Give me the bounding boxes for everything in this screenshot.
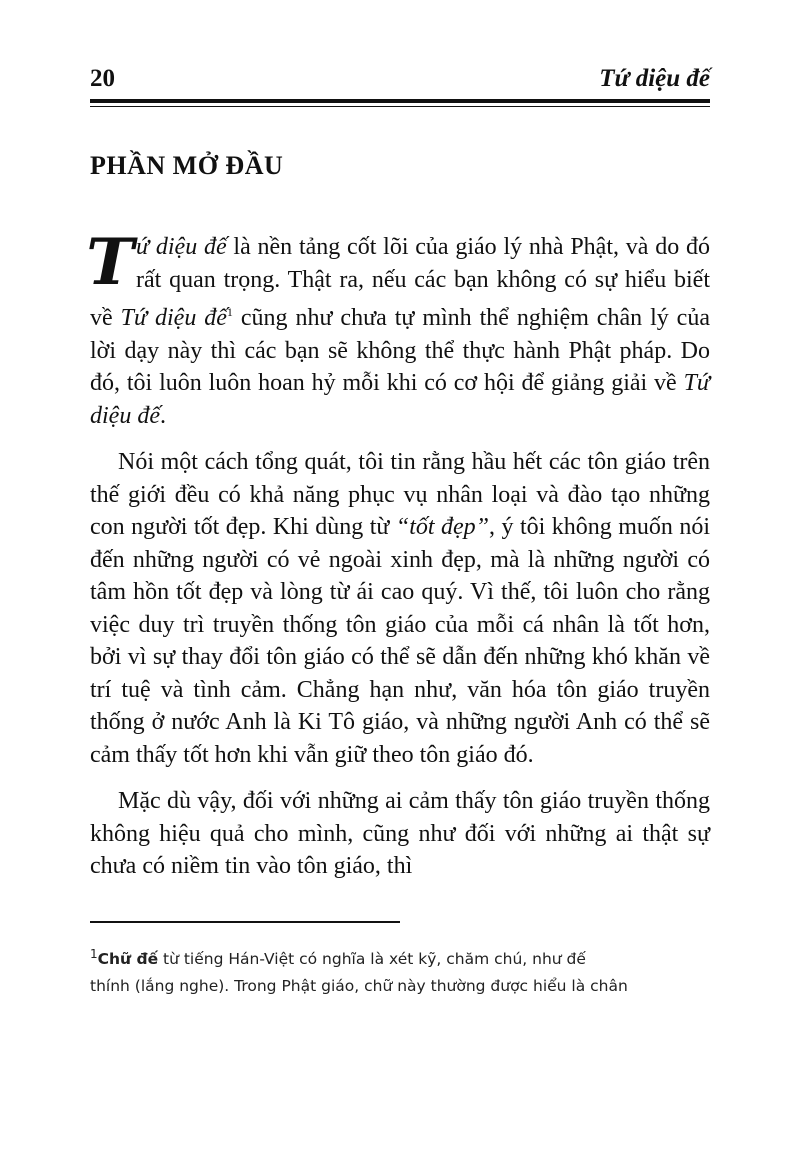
footnote-line-1 [90,941,710,973]
italic-term: ứ diệu đế [136,234,227,260]
body-text [86,225,711,883]
paragraph-1-end: . [159,402,166,429]
paragraph-2-text-a: Nói một cách tổng quát, tôi tin rằng hầu hết các tôn giáo trên thế giới đều có khả năng phục vụ nhân loại và đào tạo những con người tốt đẹp. Khi dùng từ [90,449,710,540]
paragraph-1-text-a: là nền tảng cốt lõi của giáo lý nhà Phật, và do đó rất quan trọng. Thật ra, nếu các bạn không có sự hiểu biết về [90,234,710,331]
paragraph-2-text-b: , ý tôi không muốn nói đến những người có vẻ ngoài xinh đẹp, mà là những người có tâm hồn tốt đẹp và lòng từ ái cao quý. Vì thế, tôi luôn cho rằng việc duy trì truyền thống tôn giáo của mỗi cá nhân là tốt hơn, bởi vì sự thay đổi tôn giáo có thể sẽ dẫn đến những khó khăn về trí tuệ và tình cảm. Chẳng hạn như, văn hóa tôn giáo truyền thống ở nước Anh là Ki Tô giáo, và những người Anh có thể sẽ cảm thấy tốt hơn khi vẫn giữ theo tôn giáo đó. [90,514,711,768]
paragraph-3 [90,785,710,883]
paragraph-1-text-b: cũng như chưa tự mình thể nghiệm chân lý của lời dạy này thì các bạn sẽ không thể thực hành Phật pháp. Do đó, tôi luôn luôn hoan hỷ mỗi khi có cơ hội để giảng giải về [90,305,710,396]
italic-quote: “tốt đẹp” [395,514,490,540]
page-number: 20 [90,65,115,92]
running-header [90,66,710,99]
drop-cap: T [86,225,134,300]
footnote-text-1: từ tiếng Hán-Việt có nghĩa là xét kỹ, chăm chú, như đế [158,949,586,968]
paragraph-3-text: Mặc dù vậy, đối với những ai cảm thấy tôn giáo truyền thống không hiệu quả cho mình, cũng như đối với những ai thật sự chưa có niềm tin vào tôn giáo, thì [90,788,710,879]
running-title: Tứ diệu đế [599,65,710,92]
footnote-number: 1 [90,946,98,961]
paragraph-2 [90,446,710,771]
header-rule-thick [90,99,710,103]
paragraph-1 [86,225,710,432]
footnote [90,941,710,1000]
footnote-marker: 1 [226,305,233,319]
section-title: PHẦN MỞ ĐẦU [90,151,284,180]
header-rule-thin [90,106,710,107]
footnote-lead: Chữ đế [97,949,159,968]
footnote-line-2: thính (lắng nghe). Trong Phật giáo, chữ này thường được hiểu là chân [90,976,628,995]
book-page [86,65,711,1000]
italic-term: Tứ diệu đế [90,370,710,429]
italic-term: Tứ diệu đế [120,305,227,331]
footnote-divider [90,921,400,923]
